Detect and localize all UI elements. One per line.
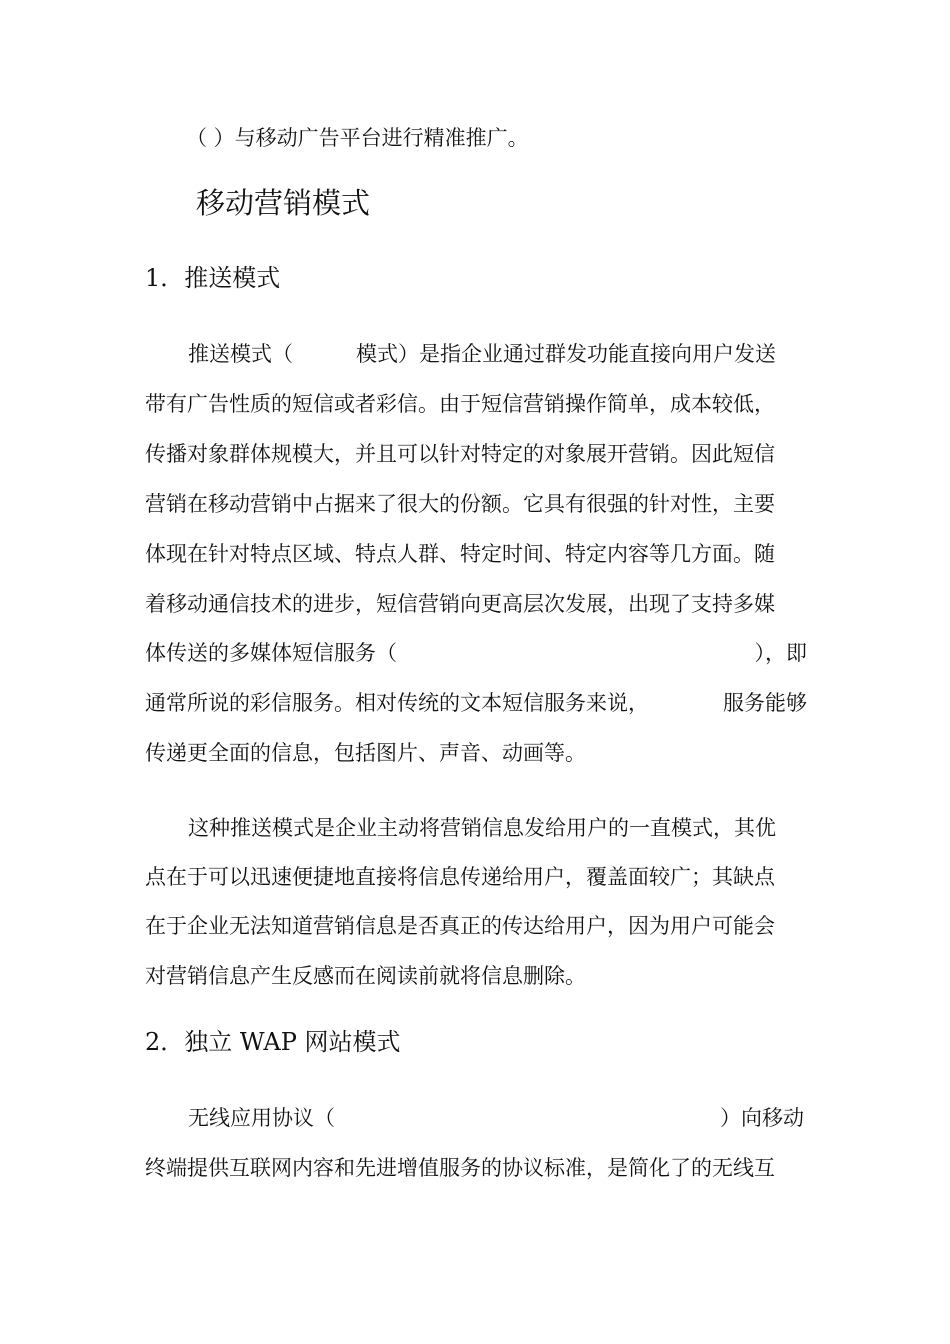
paragraph-2-line-3: 在于企业无法知道营销信息是否真正的传达给用户，因为用户可能会: [145, 914, 775, 938]
paragraph-1-line-6: 着移动通信技术的进步，短信营销向更高层次发展，出现了支持多媒: [145, 592, 775, 616]
line-7-start: 体传送的多媒体短信服务（: [145, 641, 397, 665]
paragraph-1-line-2: 带有广告性质的短信或者彩信。由于短信营销操作简单，成本较低，: [145, 392, 775, 416]
line-7-end: ），即: [754, 641, 807, 665]
paragraph-1-line-8: [145, 689, 807, 717]
section-2-heading: 2．独立 WAP 网站模式: [145, 1028, 401, 1056]
paragraph-3-line-1: [188, 1104, 804, 1132]
paragraph-1-line-7: [145, 639, 807, 667]
line-8-start: 通常所说的彩信服务。相对传统的文本短信服务来说，: [145, 691, 649, 715]
line-8-end: 服务能够: [723, 691, 807, 715]
top-line: （ ）与移动广告平台进行精准推广。: [186, 126, 529, 150]
paragraph-1-line-9: 传递更全面的信息，包括图片、声音、动画等。: [145, 741, 586, 765]
line-3-1-start: 无线应用协议（: [188, 1106, 335, 1130]
paragraph-1-line-3: 传播对象群体规模大，并且可以针对特定的对象展开营销。因此短信: [145, 442, 775, 466]
paragraph-1-line-4: 营销在移动营销中占据来了很大的份额。它具有很强的针对性，主要: [145, 492, 775, 516]
paragraph-1-line-5: 体现在针对特点区域、特点人群、特定时间、特定内容等几方面。随: [145, 542, 775, 566]
paragraph-2-line-4: 对营销信息产生反感而在阅读前就将信息删除。: [145, 964, 586, 988]
section-title: 移动营销模式: [196, 186, 371, 220]
paragraph-1-line-1: 推送模式（ 模式）是指企业通过群发功能直接向用户发送: [188, 342, 776, 366]
paragraph-2-line-1: 这种推送模式是企业主动将营销信息发给用户的一直模式，其优: [188, 816, 776, 840]
paragraph-2-line-2: 点在于可以迅速便捷地直接将信息传递给用户，覆盖面较广；其缺点: [145, 865, 775, 889]
section-1-heading: 1．推送模式: [145, 264, 281, 292]
paragraph-3-line-2: 终端提供互联网内容和先进增值服务的协议标准，是简化了的无线互: [145, 1156, 775, 1180]
line-3-1-end: ）向移动: [720, 1106, 804, 1130]
